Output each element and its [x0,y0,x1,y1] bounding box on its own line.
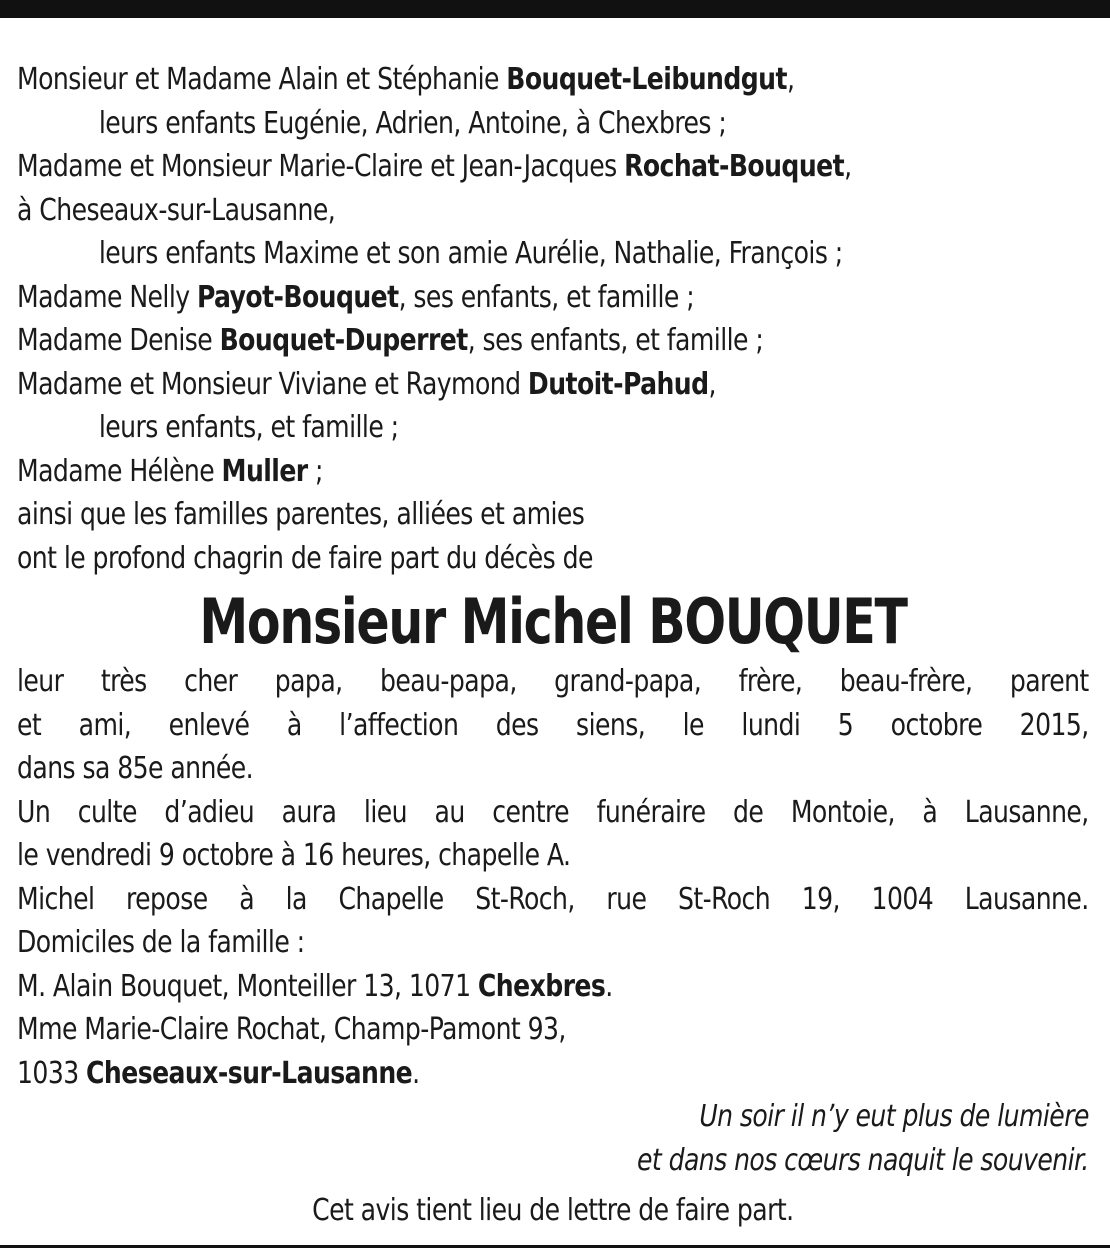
text: ont le profond chagrin de faire part du décès de [17,540,593,576]
address-line-1 [17,965,1089,1009]
family-line-8 [17,363,1014,407]
family-line-2 [17,102,1014,146]
text: Un culte d’adieu aura lieu au centre funéraire de Montoie, à Lausanne, [17,794,1089,830]
family-line-10 [17,450,1014,494]
text: , [708,366,716,402]
family-name: Payot-Bouquet [196,279,399,315]
family-name: Rochat-Bouquet [624,149,845,184]
text: Cet avis tient lieu de lettre de faire part. [312,1193,794,1228]
closing-line [17,1189,1089,1233]
text: leur très cher papa, beau-papa, grand-papa, frère, beau-frère, parent [17,664,1089,699]
text: 1033 [17,1055,87,1091]
body-line-2 [17,704,1089,748]
body-line-4 [17,791,1089,835]
deceased-name: Monsieur Michel BOUQUET [199,585,907,658]
text: Mme Marie-Claire Rochat, Champ-Pamont 93, [17,1012,566,1047]
text: Domiciles de la famille : [17,925,305,960]
text: leurs enfants, et famille ; [98,410,399,445]
family-name: Bouquet-Duperret [219,323,468,358]
family-name: Dutoit-Pahud [527,366,709,402]
text: Michel repose à la Chapelle St-Roch, rue St-Roch 19, 1004 Lausanne. [17,881,1089,917]
text: , [786,62,795,97]
text: à Cheseaux-sur-Lausanne, [17,192,336,228]
bottom-rule [0,1245,1110,1248]
body-line-6 [17,878,1089,922]
poem-line-1 [17,1095,1089,1139]
family-name: Muller [221,453,308,489]
text: M. Alain Bouquet, Monteiller 13, 1071 [17,968,478,1004]
text: ; [307,453,323,489]
body-line-5 [17,834,1089,878]
body-line-7 [17,921,1089,965]
text: , ses enfants, et famille ; [467,323,764,358]
text: leurs enfants Eugénie, Adrien, Antoine, à Chexbres ; [98,105,727,141]
town: Chexbres [477,968,606,1004]
address-line-2 [17,1008,1089,1052]
text: Madame Hélène [17,453,222,489]
family-line-4 [17,189,1014,233]
family-line-7 [17,319,1014,363]
text: ainsi que les familles parentes, alliées et amies [17,497,585,532]
town: Cheseaux-sur-Lausanne [86,1055,413,1091]
text: Un soir il n’y eut plus de lumière [699,1099,1089,1134]
text: dans sa 85e année. [17,751,254,786]
family-line-9 [17,406,1014,450]
text: , ses enfants, et famille ; [398,279,695,315]
text: Monsieur et Madame Alain et Stéphanie [17,62,507,97]
family-line-3 [17,145,1014,189]
text: Madame Denise [17,323,220,358]
body-line-1 [17,660,1089,704]
text: Madame et Monsieur Marie-Claire et Jean-Jacques [17,149,625,184]
poem-line-2 [17,1139,1089,1183]
text: . [605,968,613,1004]
text: et ami, enlevé à l’affection des siens, le lundi 5 octobre 2015, [17,707,1089,743]
family-line-11 [17,493,1014,537]
family-name: Bouquet-Leibundgut [506,62,787,97]
family-line-12 [17,537,1014,581]
text: Madame et Monsieur Viviane et Raymond [17,366,528,402]
text: et dans nos cœurs naquit le souvenir. [637,1142,1089,1178]
top-rule [0,0,1110,18]
family-line-6 [17,276,1014,320]
text: , [844,149,852,184]
text: leurs enfants Maxime et son amie Aurélie, Nathalie, François ; [98,236,843,271]
text: . [412,1055,420,1091]
body-line-3 [17,747,1089,791]
address-line-3 [17,1052,1089,1096]
family-line-5 [17,232,1014,276]
family-line-1 [17,58,1014,102]
death-notice [17,58,1089,1233]
text: Madame Nelly [17,279,197,315]
text: le vendredi 9 octobre à 16 heures, chapelle A. [17,838,571,873]
